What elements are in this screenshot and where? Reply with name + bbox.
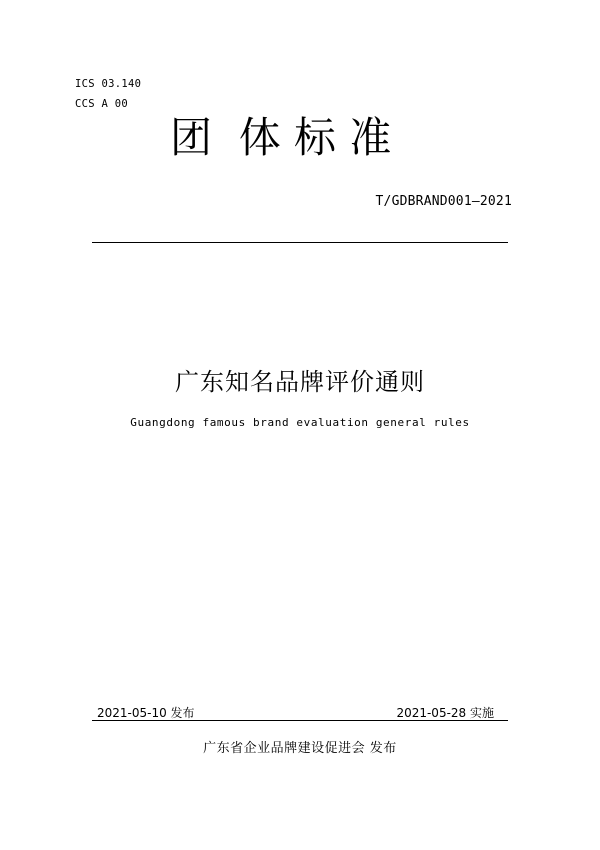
standard-number: T/GDBRAND001—2021 <box>375 194 512 209</box>
footer-divider <box>92 720 508 721</box>
document-title-english: Guangdong famous brand evaluation general rules <box>130 416 470 429</box>
ics-code: ICS 03.140 <box>75 78 142 90</box>
header-divider <box>92 242 508 243</box>
publish-date: 2021-05-10 发布 <box>97 706 195 720</box>
standard-type-title: 团 体 标 准 <box>170 113 392 162</box>
document-title-chinese: 广东知名品牌评价通则 <box>175 368 425 396</box>
publisher: 广东省企业品牌建设促进会 发布 <box>203 741 397 756</box>
implement-date: 2021-05-28 实施 <box>396 706 494 720</box>
ccs-code: CCS A 00 <box>75 98 128 110</box>
